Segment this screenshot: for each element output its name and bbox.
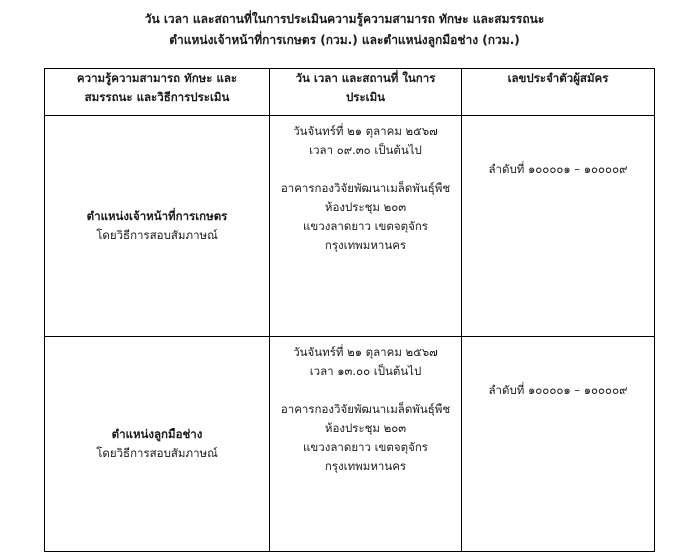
header-competency-method xyxy=(45,69,270,116)
document-title-line-1: วัน เวลา และสถานที่ในการประเมินความรู้ความสามารถ ทักษะ และสมรรถนะ xyxy=(144,12,545,26)
applicant-number-cell: ลำดับที่ ๑๐๐๐๐๑ – ๑๐๐๐๐๙ xyxy=(462,116,655,337)
header-competency-line-2: สมรรถนะ และวิธีการประเมิน xyxy=(84,90,230,104)
table-row xyxy=(45,337,655,552)
schedule-date: วันจันทร์ที่ ๒๑ ตุลาคม ๒๕๖๗ xyxy=(293,345,438,359)
place-district: แขวงลาดยาว เขตจตุจักร xyxy=(303,440,428,454)
schedule-table xyxy=(44,68,655,552)
schedule-time: เวลา ๑๓.๐๐ เป็นต้นไป xyxy=(309,364,422,378)
position-cell xyxy=(45,116,270,337)
header-date-place xyxy=(270,69,462,116)
place-room: ห้องประชุม ๒๐๓ xyxy=(324,200,407,214)
document-title-line-2: ตำแหน่งเจ้าหน้าที่การเกษตร (กวม.) และตำแหน่งลูกมือช่าง (กวม.) xyxy=(169,33,520,47)
schedule-cell xyxy=(270,116,462,337)
spacer xyxy=(274,160,457,179)
place-province: กรุงเทพมหานคร xyxy=(324,459,407,473)
header-applicant-number: เลขประจำตัวผู้สมัคร xyxy=(462,69,655,116)
table-header-row xyxy=(45,69,655,116)
spacer xyxy=(274,381,457,400)
place-province: กรุงเทพมหานคร xyxy=(324,238,407,252)
position-name: ตำแหน่งลูกมือช่าง xyxy=(111,427,203,441)
position-name: ตำแหน่งเจ้าหน้าที่การเกษตร xyxy=(86,209,228,223)
assessment-method: โดยวิธีการสอบสัมภาษณ์ xyxy=(96,228,218,242)
position-cell xyxy=(45,337,270,552)
table-row xyxy=(45,116,655,337)
schedule-cell xyxy=(270,337,462,552)
schedule-time: เวลา ๐๙.๓๐ เป็นต้นไป xyxy=(309,143,422,157)
header-date-place-line-1: วัน เวลา และสถานที่ ในการ xyxy=(295,71,436,85)
place-building: อาคารกองวิจัยพัฒนาเมล็ดพันธุ์พืช xyxy=(280,181,451,195)
header-competency-line-1: ความรู้ความสามารถ ทักษะ และ xyxy=(76,71,238,85)
schedule-date: วันจันทร์ที่ ๒๑ ตุลาคม ๒๕๖๗ xyxy=(293,124,438,138)
applicant-number-cell: ลำดับที่ ๑๐๐๐๐๑ – ๑๐๐๐๐๙ xyxy=(462,337,655,552)
header-date-place-line-2: ประเมิน xyxy=(345,90,386,104)
place-district: แขวงลาดยาว เขตจตุจักร xyxy=(303,219,428,233)
place-room: ห้องประชุม ๒๐๓ xyxy=(324,421,407,435)
place-building: อาคารกองวิจัยพัฒนาเมล็ดพันธุ์พืช xyxy=(280,402,451,416)
assessment-method: โดยวิธีการสอบสัมภาษณ์ xyxy=(96,446,218,460)
